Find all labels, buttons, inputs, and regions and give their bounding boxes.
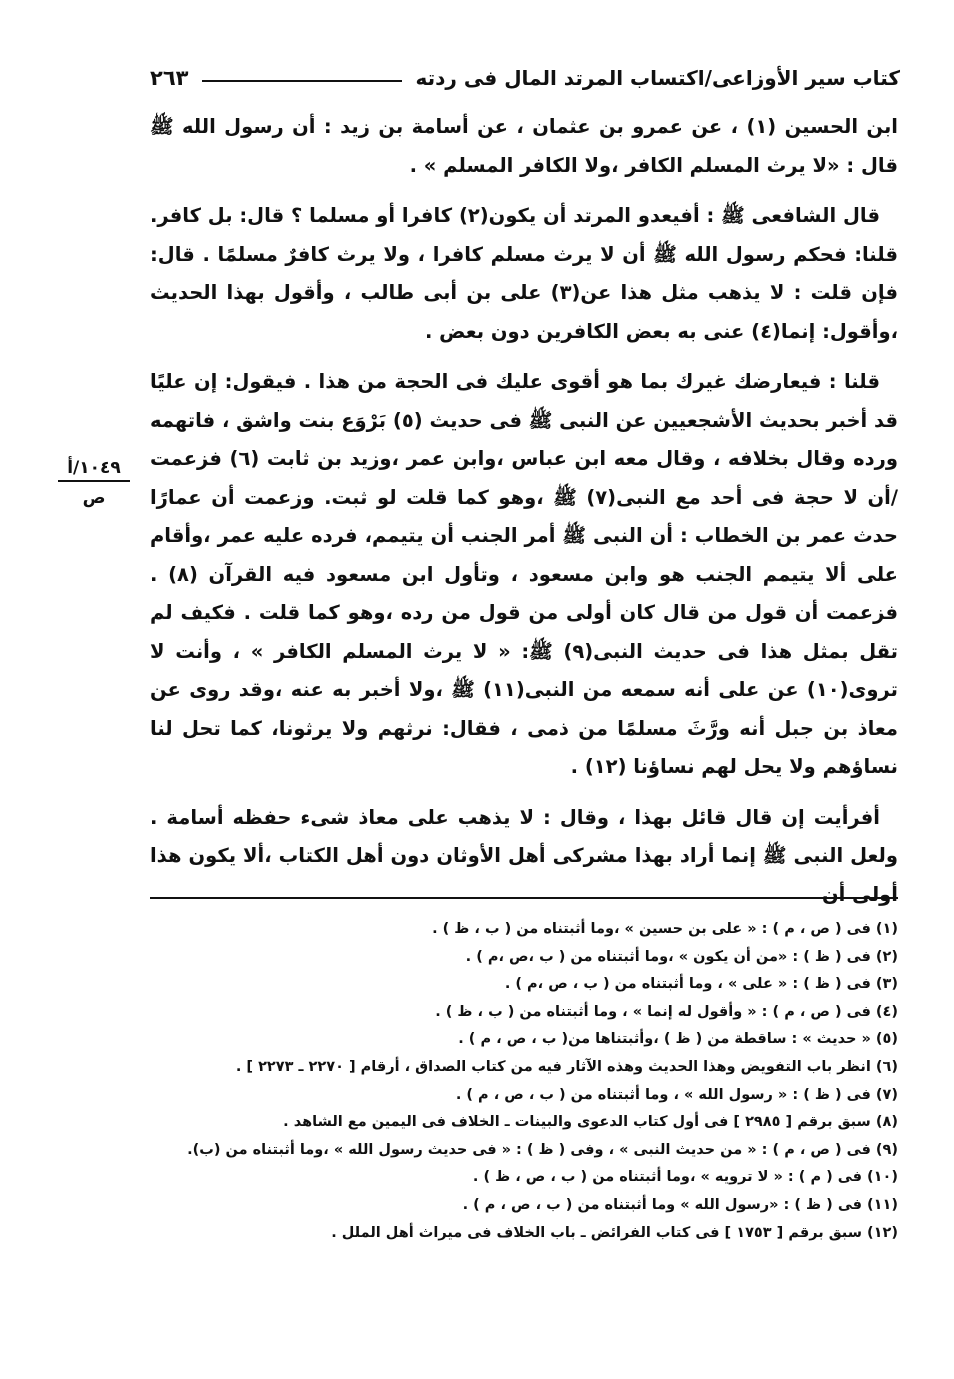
- header-rule: [202, 80, 401, 82]
- footnote-1: (١) فى ( ص ، م ) : « على بن حسين » ،وما أثبتناه من ( ب ، ظ ) .: [432, 921, 898, 937]
- paragraph-3-text: قلنا : فيعارضك غيرك بما هو أقوى عليك فى الحجة من هذا . فيقول: إن عليًا قد أخبر بحديث الأشجعيين عن النبى ﷺ فى حديث (٥) بَرْوَع بنت واشق ، فاتهمه ورده وقال بخلافه ، وقال معه ابن عباس ،وابن عمر ،وزيد بن ثابت (٦) فزعمت /أن لا حجة فى أحد مع النبى(٧) ﷺ ،وهو كما قلت لو ثبت. وزعمت أن عمارًا حدث عمر بن الخطاب : أن النبى ﷺ أمر الجنب أن يتيمم، فرده عليه عمر ،وأقام على ألا يتيمم الجنب هو وابن مسعود ، وتأول ابن مسعود فيه القرآن (٨) . فزعمت أن قول من قال كان أولى من قول من رده ،وهو كما قلت . فكيف لم تقل بمثل هذا فى حديث النبى(٩) ﷺ: « لا يرث المسلم الكافر » ، وأنت لا تروى(١٠) عن على أنه سمعه من النبى(١١) ﷺ ،ولا أخبر به عنه ،وقد روى عن معاذ بن جبل أنه ورَّثَ مسلمًا من ذمى ، فقال: نرثهم ولا يرثونا، كما تحل لنا نساؤهم ولا يحل لهم نساؤنا (١٢) .: [150, 370, 899, 778]
- margin-manuscript-siglum: ص: [82, 488, 106, 508]
- paragraph-2-text: : أفيعدو المرتد أن يكون(٢) كافرا أو مسلما ؟ قال: بل كافر. قلنا: فحكم رسول الله ﷺ أن لا يرث مسلم كافرا ، ولا يرث كافرٌ مسلمًا . قال: فإن قلت : لا يذهب مثل هذا عن(٣) على بن أبى طالب ، وأقول بهذا الحديث ،وأقول: إنما(٤) عنى به بعض الكافرين دون بعض .: [150, 204, 898, 343]
- footnote-10: (١٠) فى ( م ) : « لا ترويه » ،وما أثبتناه من ( ب ، ص ، ظ ) .: [472, 1169, 898, 1186]
- page-number: ٢٦٣: [150, 66, 189, 90]
- footnotes: [150, 916, 898, 1247]
- paragraph-4-text: أفرأيت إن قال قائل بهذا ، وقال : لا يذهب على معاذ شىء حفظه أسامة . ولعل النبى ﷺ إنما أراد بهذا مشركى أهل الأوثان دون أهل الكتاب ،ألا يكون هذا أولى أن: [150, 805, 898, 906]
- paragraph-2-speaker: قال الشافعى ﷺ: [721, 204, 880, 227]
- paragraph-1-text: ابن الحسين (١) ، عن عمرو بن عثمان ، عن أسامة بن زيد : أن رسول الله ﷺ قال : «لا يرث المسلم الكافر ،ولا الكافر المسلم » .: [150, 115, 898, 177]
- footnote-12: (١٢) سبق برقم [ ١٧٥٣ ] فى كتاب الفرائض ـ باب الخلاف فى ميراث أهل الملل .: [331, 1224, 898, 1241]
- footnote-3: (٣) فى ( ظ ) : « على » ، وما أثبتناه من ( ب ، ص ،م ) .: [504, 976, 898, 993]
- footnote-11: (١١) فى ( ظ ) : «رسول الله » وما أثبتناه من ( ب ، ص ، م ) .: [462, 1196, 898, 1213]
- footnote-8: (٨) سبق برقم [ ٢٩٨٥ ] فى أول كتاب الدعوى والبينات ـ الخلاف فى اليمين مع الشاهد .: [283, 1114, 898, 1131]
- footnote-separator: [150, 897, 898, 899]
- footnote-2: (٢) فى ( ظ ) : «من أن يكون » ،وما أثبتناه من ( ب ،ص ،م ) .: [465, 948, 898, 965]
- margin-manuscript-reference: [58, 458, 130, 508]
- footnote-5: (٥) « حديث » : ساقطة من ( ظ ) ،وأثبتناها من( ب ، ص ، م ) .: [458, 1031, 898, 1048]
- margin-folio-number: ١٠٤٩/أ: [58, 458, 130, 482]
- paragraph-3: [150, 363, 898, 787]
- footnote-6: (٦) انظر باب التفويض وهذا الحديث وهذه الآثار فيه من كتاب الصداق ، أرقام [ ٢٢٧٠ ـ ٢٢٧٣ ] .: [235, 1058, 898, 1075]
- footnote-4: (٤) فى ( ص ، م ) : « وأقول له إنما » ، وما أثبتناه من ( ب ، ظ ) .: [435, 1003, 898, 1020]
- paragraph-2: [150, 197, 898, 351]
- main-text: [150, 108, 898, 926]
- header-title: كتاب سير الأوزاعى/اكتساب المرتد المال فى ردته: [415, 66, 900, 90]
- running-header: [150, 58, 900, 98]
- footnote-7: (٧) فى ( ظ ) : « رسول الله » ، وما أثبتناه من ( ب ، ص ، م ) .: [455, 1086, 898, 1103]
- footnote-9: (٩) فى ( ص ، م ) : « من حديث النبى » ، وفى ( ظ ) : « فى حديث رسول الله » ،وما أثبتناه من (ب).: [187, 1141, 898, 1158]
- paragraph-1: [150, 108, 898, 185]
